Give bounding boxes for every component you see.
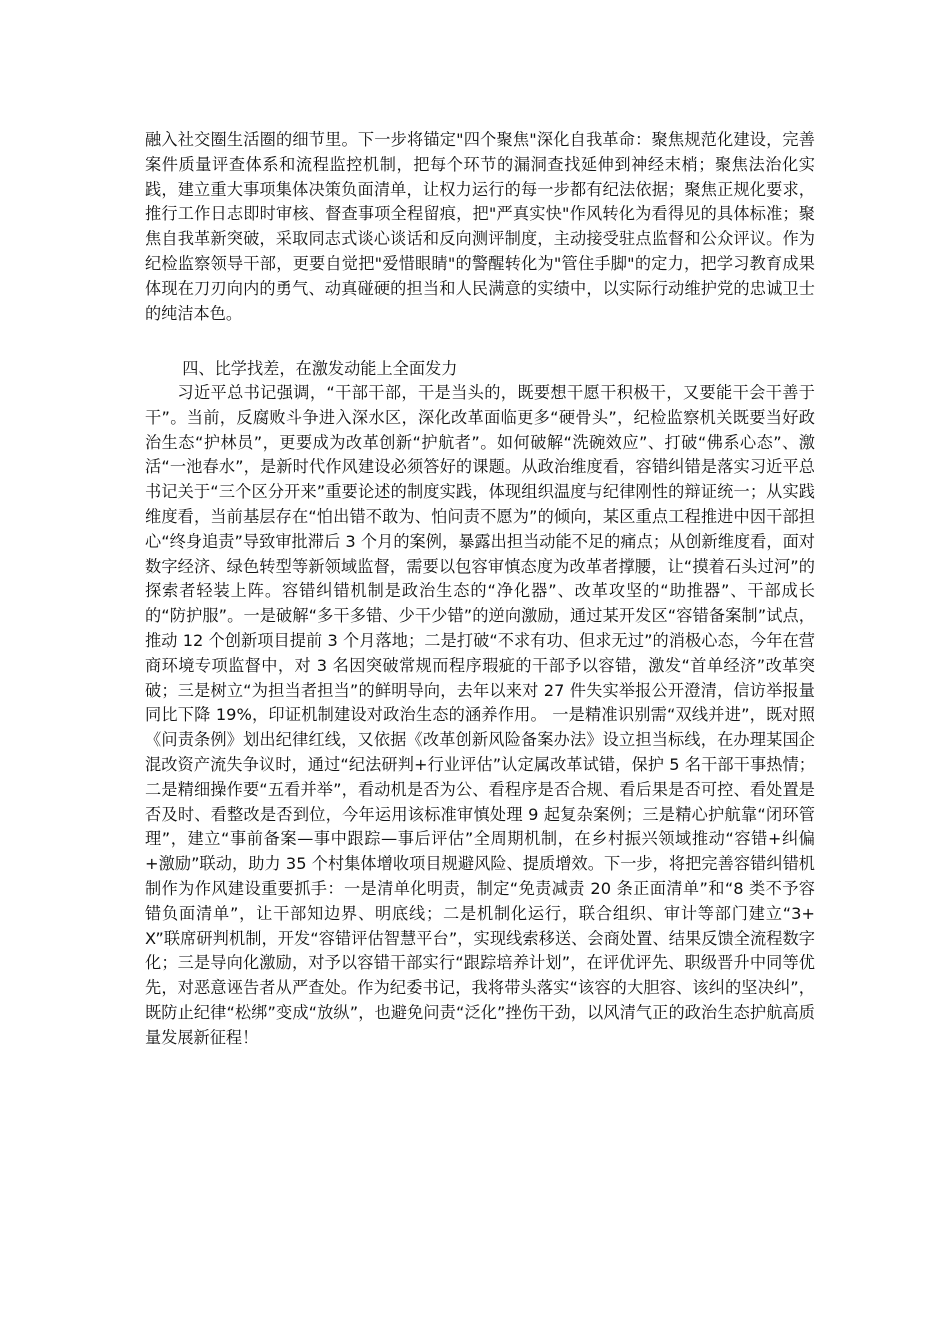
body-paragraph-2: 习近平总书记强调，“干部干部，干是当头的，既要想干愿干积极干，又要能干会干善于干”。当前，反腐败斗争进入深水区，深化改革面临更多“硬骨头”，纪检监察机关既要当好政治生态“护林员”，更要成为改革创新“护航者”。如何破解“洗碗效应”、打破“佛系心态”、激活“一池春水”，是新时代作风建设必须答好的课题。从政治维度看，容错纠错是落实习近平总书记关于“三个区分开来”重要论述的制度实践，体现组织温度与纪律刚性的辩证统一；从实践维度看，当前基层存在“怕出错不敢为、怕问责不愿为”的倾向，某区重点工程推进中因干部担心“终身追责”导致审批滞后 3 个月的案例，暴露出担当动能不足的痛点；从创新维度看，面对数字经济、绿色转型等新领域监督，需要以包容审慎态度为改革者撑腰，让“摸着石头过河”的探索者轻装上阵。容错纠错机制是政治生态的“净化器”、改革攻坚的“助推器”、干部成长的“防护服”。一是破解“多干多错、少干少错”的逆向激励，通过某开发区“容错备案制”试点，推动 12 个创新项目提前 3 个月落地；二是打破“不求有功、但求无过”的消极心态，今年在营商环境专项监督中，对 3 名因突破常规而程序瑕疵的干部予以容错，激发“首单经济”改革突破；三是树立“为担当者担当”的鲜明导向，去年以来对 27 件失实举报公开澄清，信访举报量同比下降 19%，印证机制建设对政治生态的涵养作用。 一是精准识别需“双线并进”，既对照《问责条例》划出纪律红线，又依据《改革创新风险备案办法》设立担当标线，在办理某国企混改资产流失争议时，通过“纪法研判+行业评估”认定属改革试错，保护 5 名干部干事热情；二是精细操作要“五看并举”，看动机是否为公、看程序是否合规、看后果是否可控、看处置是否及时、看整改是否到位，今年运用该标准审慎处理 9 起复杂案例；三是精心护航靠“闭环管理”，建立“事前备案—事中跟踪—事后评估”全周期机制，在乡村振兴领域推动“容错+纠偏+激励”联动，助力 35 个村集体增收项目规避风险、提质增效。下一步，将把完善容错纠错机制作为作风建设重要抓手：一是清单化明责，制定“免责减责 20 条正面清单”和“8 类不予容错负面清单”，让干部知边界、明底线；二是机制化运行，联合组织、审计等部门建立“3+X”联席研判机制，开发“容错评估智慧平台”，实现线索移送、会商处置、结果反馈全流程数字化；三是导向化激励，对予以容错干部实行“跟踪培养计划”，在评优评先、职级晋升中同等优先，对恶意诬告者从严查处。作为纪委书记，我将带头落实“该容的大胆容、该纠的坚决纠”，既防止纪律“松绑”变成“放纵”，也避免问责“泛化”挫伤干劲，以风清气正的政治生态护航高质量发展新征程！ bbox=[145, 383, 815, 1047]
body-paragraph-1: 融入社交圈生活圈的细节里。下一步将锚定"四个聚焦"深化自我革命：聚焦规范化建设，完善案件质量评查体系和流程监控机制，把每个环节的漏洞查找延伸到神经末梢；聚焦法治化实践，建立重大事项集体决策负面清单，让权力运行的每一步都有纪法依据；聚焦正规化要求，推行工作日志即时审核、督查事项全程留痕，把"严真实快"作风转化为看得见的具体标准；聚焦自我革新突破，采取同志式谈心谈话和反向测评制度，主动接受驻点监督和公众评议。作为纪检监察领导干部，更要自觉把"爱惜眼睛"的警醒转化为"管住手脚"的定力，把学习教育成果体现在刀刃向内的勇气、动真碰硬的担当和人民满意的实绩中，以实际行动维护党的忠诚卫士的纯洁本色。 bbox=[145, 130, 815, 323]
section-heading-4: 四、比学找差，在激发动能上全面发力 bbox=[182, 359, 458, 378]
